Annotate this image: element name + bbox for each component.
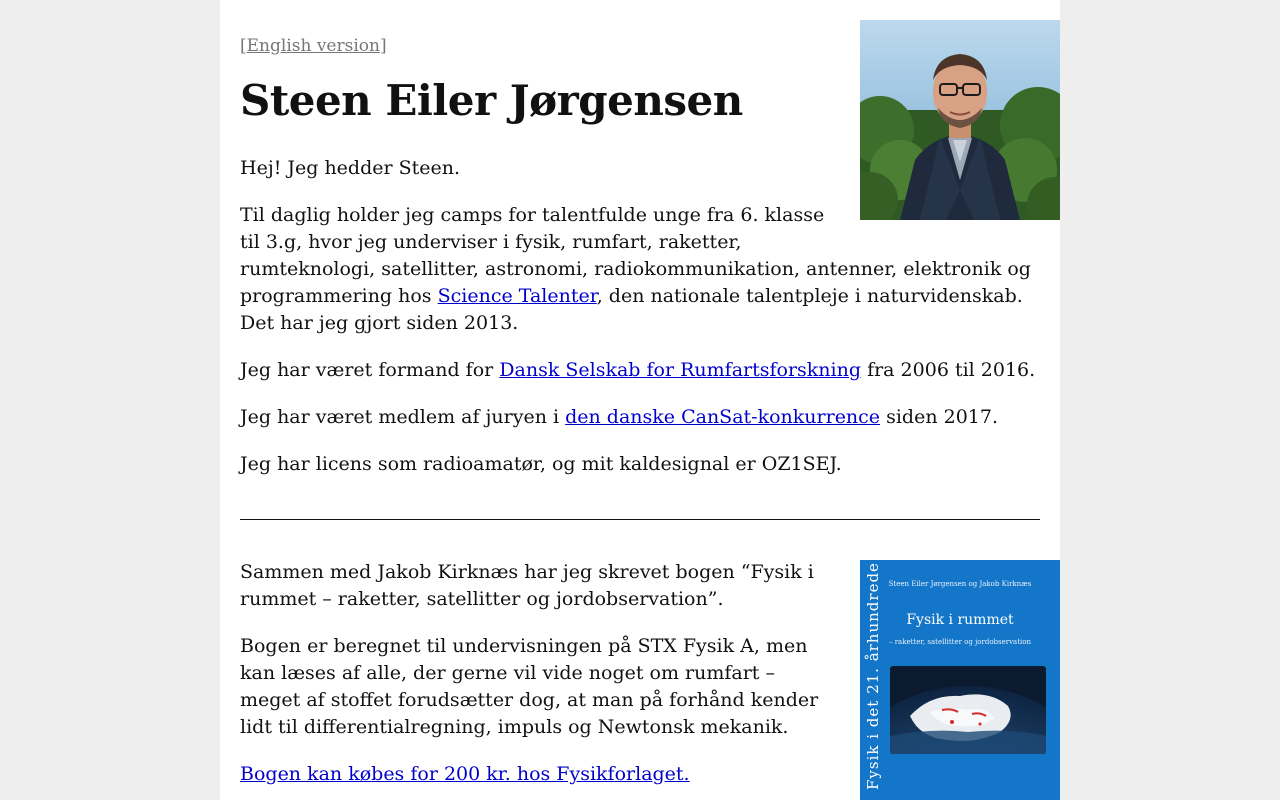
work-paragraph — [240, 202, 1031, 337]
page-title: Steen Eiler Jørgensen — [240, 76, 743, 125]
book-cover-subtitle: – raketter, satellitter og jordobservation — [888, 638, 1031, 646]
chair-paragraph — [240, 357, 1035, 384]
english-version-link[interactable]: English version — [246, 36, 380, 56]
book-line: rummet – raketter, satellitter og jordobservation”. — [240, 588, 724, 610]
page-container — [220, 0, 1060, 800]
dsr-link[interactable]: Dansk Selskab for Rumfartsforskning — [499, 359, 862, 381]
book-written-paragraph — [240, 559, 814, 613]
book-line: Sammen med Jakob Kirknæs har jeg skrevet bogen “Fysik i — [240, 561, 814, 583]
section-divider — [240, 519, 1040, 520]
work-text: programmering hos — [240, 285, 438, 307]
jury-text: siden 2017. — [880, 406, 999, 428]
science-talenter-link[interactable]: Science Talenter — [437, 285, 597, 307]
jury-paragraph — [240, 404, 998, 431]
book-line: kan læses af alle, der gerne vil vide noget om rumfart – — [240, 662, 775, 684]
earth-illustration — [890, 666, 1046, 754]
work-line: Det har jeg gjort siden 2013. — [240, 312, 519, 334]
buy-paragraph — [240, 761, 690, 788]
buy-book-link[interactable]: Bogen kan købes for 200 kr. hos Fysikforlaget. — [240, 763, 690, 785]
greeting-paragraph: Hej! Jeg hedder Steen. — [240, 157, 461, 179]
work-line: til 3.g, hvor jeg underviser i fysik, rumfart, raketter, — [240, 231, 742, 253]
book-spine — [864, 560, 880, 800]
book-line: Bogen er beregnet til undervisningen på STX Fysik A, men — [240, 635, 808, 657]
language-switch — [240, 36, 387, 56]
language-switch-close-bracket: ] — [379, 36, 387, 56]
book-aim-paragraph — [240, 633, 818, 741]
chair-text: fra 2006 til 2016. — [861, 359, 1036, 381]
book-cover-authors: Steen Eiler Jørgensen og Jakob Kirknæs — [888, 580, 1032, 588]
radio-paragraph: Jeg har licens som radioamatør, og mit kaldesignal er OZ1SEJ. — [240, 453, 842, 475]
earth-image — [890, 666, 1046, 754]
book-line: lidt til differentialregning, impuls og Newtonsk mekanik. — [240, 716, 789, 738]
jury-text: Jeg har været medlem af juryen i — [240, 406, 566, 428]
work-line: Til daglig holder jeg camps for talentfulde unge fra 6. klasse — [240, 204, 825, 226]
work-line — [240, 283, 1031, 310]
portrait-photo — [860, 20, 1060, 220]
work-text: , den nationale talentpleje i naturvidenskab. — [596, 285, 1023, 307]
work-line: rumteknologi, satellitter, astronomi, radiokommunikation, antenner, elektronik og — [240, 258, 1031, 280]
book-cover-title: Fysik i rummet — [906, 612, 1014, 628]
chair-text: Jeg har været formand for — [240, 359, 500, 381]
book-line: meget af stoffet forudsætter dog, at man på forhånd kender — [240, 689, 819, 711]
language-switch-open-bracket: [ — [240, 36, 247, 56]
book-spine-text: Fysik i det 21. århundrede — [864, 562, 882, 790]
cansat-link[interactable]: den danske CanSat-konkurrence — [565, 406, 881, 428]
book-cover-image — [860, 560, 1060, 800]
portrait-illustration — [860, 20, 1060, 220]
